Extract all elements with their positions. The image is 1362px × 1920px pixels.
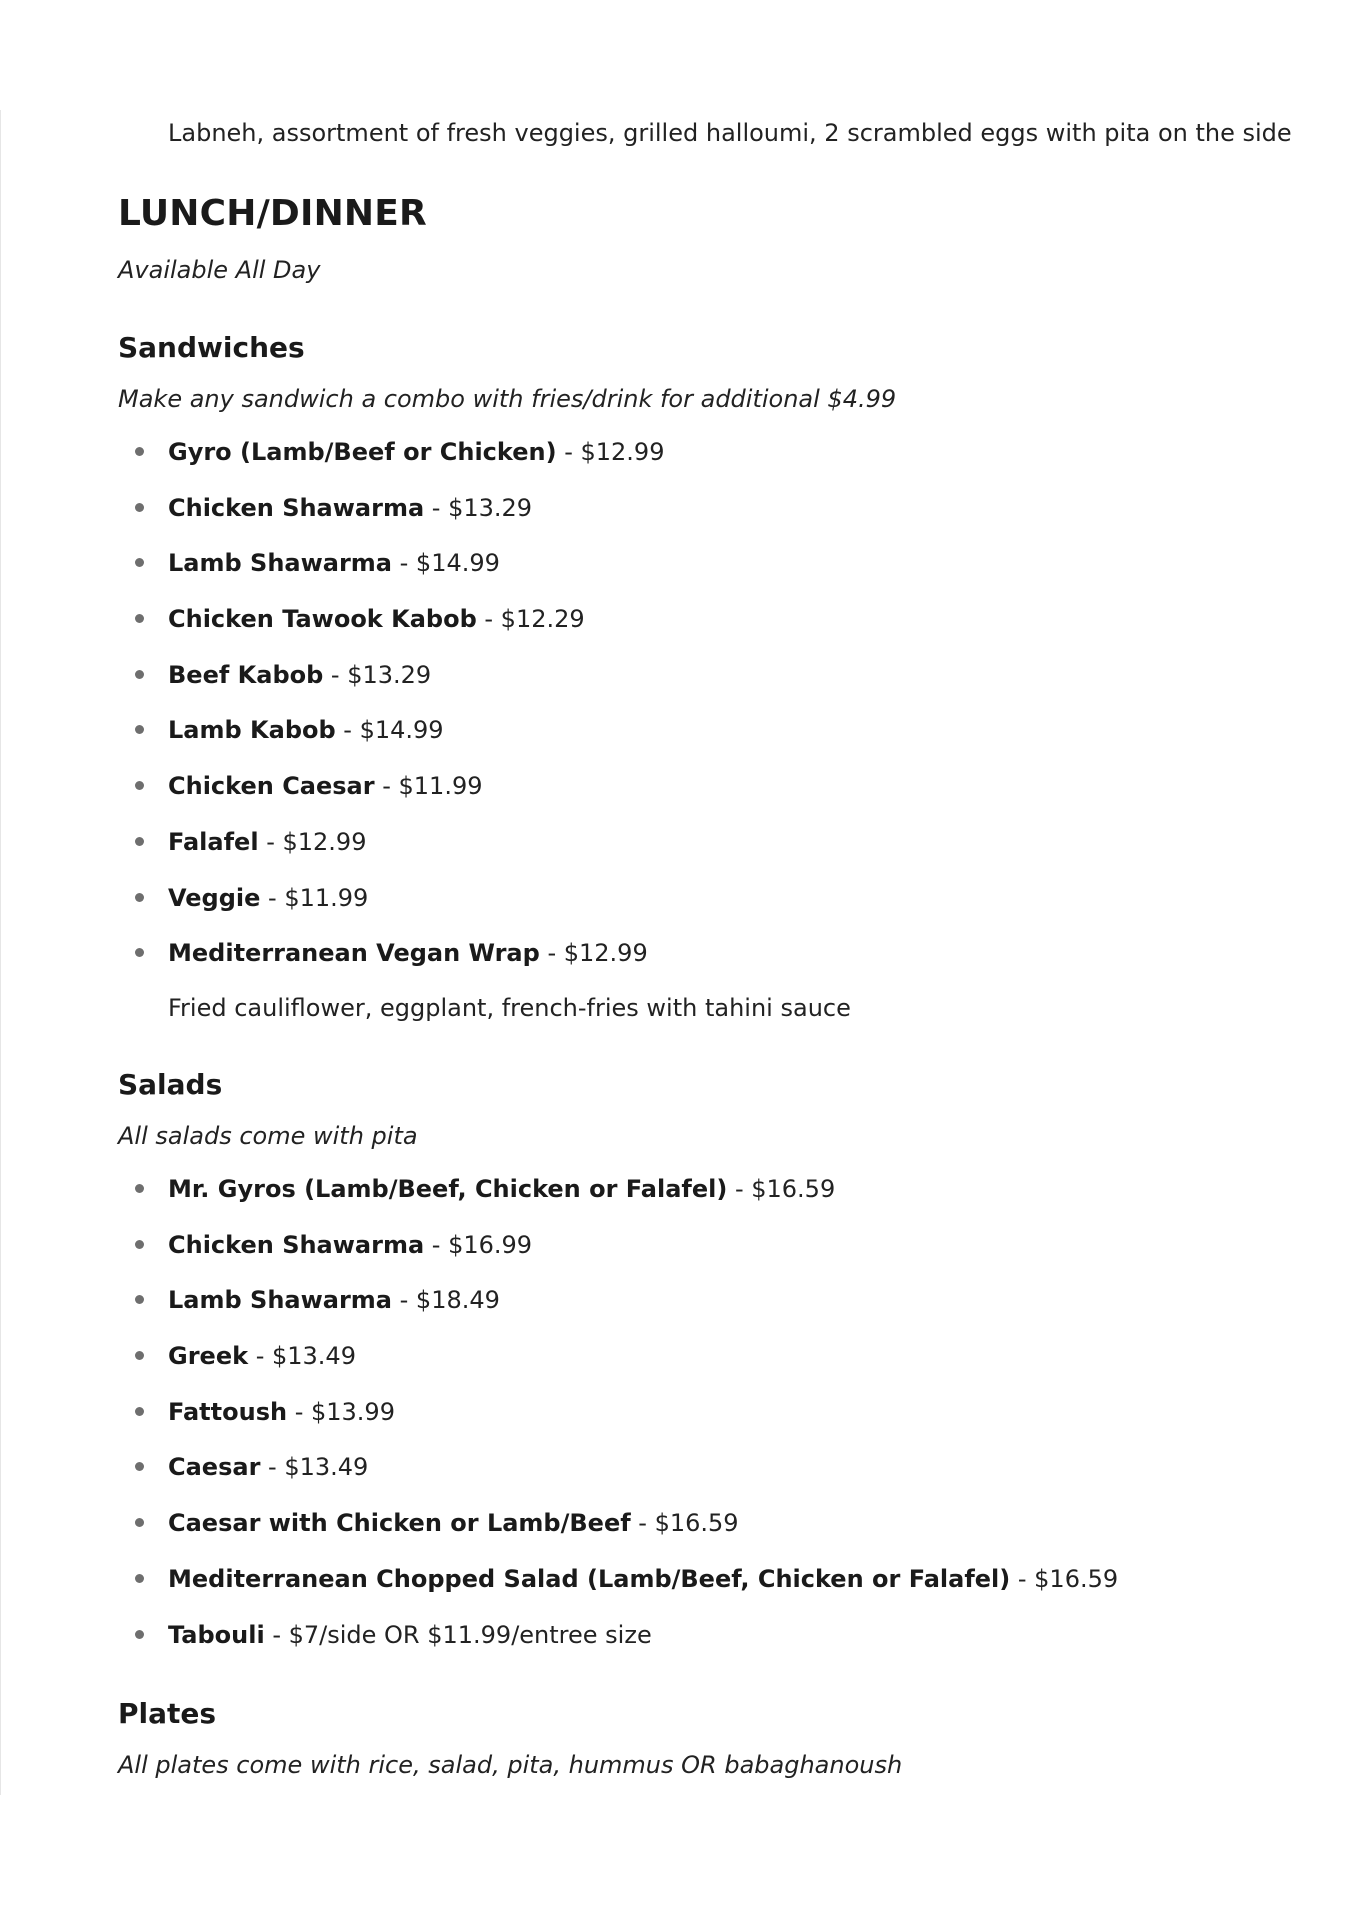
list-item: [118, 435, 664, 491]
bullet-icon: [135, 948, 144, 957]
item-name: Tabouli: [168, 1620, 265, 1649]
item-name: Mr. Gyros (Lamb/Beef, Chicken or Falafel): [168, 1175, 728, 1203]
bullet-icon: [135, 725, 144, 734]
bullet-icon: [135, 1351, 144, 1360]
item-name: Caesar with Chicken or Lamb/Beef: [168, 1509, 631, 1538]
sandwiches-heading: Sandwiches: [118, 331, 305, 364]
item-name: Beef Kabob: [168, 660, 324, 689]
bullet-icon: [135, 670, 144, 679]
list-item: [118, 602, 664, 658]
item-name: Mediterranean Chopped Salad (Lamb/Beef, Chicken or Falafel): [168, 1564, 1011, 1593]
bullet-icon: [135, 1462, 144, 1471]
item-price: - $13.49: [260, 1453, 369, 1482]
list-item: [118, 1283, 1118, 1339]
bullet-icon: [135, 1407, 144, 1416]
bullet-icon: [135, 558, 144, 567]
item-name: Fattoush: [168, 1397, 288, 1426]
bullet-icon: [135, 1240, 144, 1249]
item-price: - $13.99: [287, 1397, 395, 1426]
list-item: [118, 825, 664, 881]
item-name: Greek: [168, 1342, 249, 1371]
bullet-icon: [135, 447, 144, 456]
item-price: - $11.99: [260, 883, 369, 912]
bullet-icon: [135, 1184, 144, 1193]
item-price: - $12.29: [476, 605, 585, 634]
item-price: - $12.99: [539, 939, 648, 968]
item-name: Chicken Shawarma: [168, 493, 425, 522]
bullet-icon: [135, 1574, 144, 1583]
bullet-icon: [135, 837, 144, 846]
item-price: - $18.49: [392, 1286, 500, 1315]
item-name: Chicken Shawarma: [168, 1230, 425, 1259]
item-name: Falafel: [168, 827, 259, 856]
list-item: [118, 1450, 1118, 1506]
plates-heading: Plates: [118, 1697, 217, 1730]
salads-list: [118, 1172, 1118, 1673]
list-item: [118, 491, 664, 547]
item-price: - $13.29: [424, 493, 533, 522]
bullet-icon: [135, 503, 144, 512]
salads-heading: Salads: [118, 1068, 223, 1101]
item-name: Mediterranean Vegan Wrap: [168, 939, 540, 968]
item-price: - $12.99: [258, 827, 367, 856]
bullet-icon: [135, 614, 144, 623]
sandwiches-list: [118, 435, 664, 992]
list-item: [118, 1172, 1118, 1228]
list-item: [118, 769, 664, 825]
item-price: - $12.99: [556, 438, 665, 466]
item-name: Chicken Tawook Kabob: [168, 605, 477, 634]
list-item: [118, 546, 664, 602]
list-item: [118, 936, 664, 992]
list-item: [118, 1395, 1118, 1451]
bullet-icon: [135, 893, 144, 902]
item-price: - $11.99: [374, 772, 483, 801]
item-name: Gyro (Lamb/Beef or Chicken): [168, 438, 557, 466]
item-price: - $16.59: [630, 1509, 739, 1538]
item-price: - $14.99: [392, 549, 500, 578]
item-price: - $13.49: [248, 1342, 356, 1371]
list-item: [118, 1618, 1118, 1674]
item-name: Chicken Caesar: [168, 772, 375, 801]
item-name: Lamb Kabob: [168, 716, 336, 745]
salads-note: All salads come with pita: [118, 1122, 418, 1150]
item-price: - $14.99: [335, 716, 444, 745]
item-price: - $13.29: [323, 660, 432, 689]
item-name: Lamb Shawarma: [168, 549, 393, 578]
list-item: [118, 1562, 1118, 1618]
plates-note: All plates come with rice, salad, pita, hummus OR babaghanoush: [118, 1751, 903, 1779]
vegan-wrap-description: Fried cauliflower, eggplant, french-fries with tahini sauce: [168, 994, 851, 1022]
bullet-icon: [135, 781, 144, 790]
sandwiches-note: Make any sandwich a combo with fries/drink for additional $4.99: [118, 385, 897, 413]
item-price: - $16.99: [424, 1230, 533, 1259]
bullet-icon: [135, 1630, 144, 1639]
bullet-icon: [135, 1295, 144, 1304]
list-item: [118, 658, 664, 714]
item-price: - $16.59: [727, 1175, 836, 1203]
section-subtitle: Available All Day: [118, 256, 321, 284]
item-price: - $16.59: [1010, 1564, 1119, 1593]
breakfast-item-description: Labneh, assortment of fresh veggies, grilled halloumi, 2 scrambled eggs with pita on the side: [168, 119, 1292, 147]
list-item: [118, 1339, 1118, 1395]
section-title: LUNCH/DINNER: [118, 193, 427, 234]
item-name: Veggie: [168, 883, 261, 912]
item-name: Lamb Shawarma: [168, 1286, 393, 1315]
item-name: Caesar: [168, 1453, 261, 1482]
list-item: [118, 1506, 1118, 1562]
list-item: [118, 881, 664, 937]
list-item: [118, 713, 664, 769]
bullet-icon: [135, 1518, 144, 1527]
list-item: [118, 1228, 1118, 1284]
item-price: - $7/side OR $11.99/entree size: [264, 1620, 652, 1649]
